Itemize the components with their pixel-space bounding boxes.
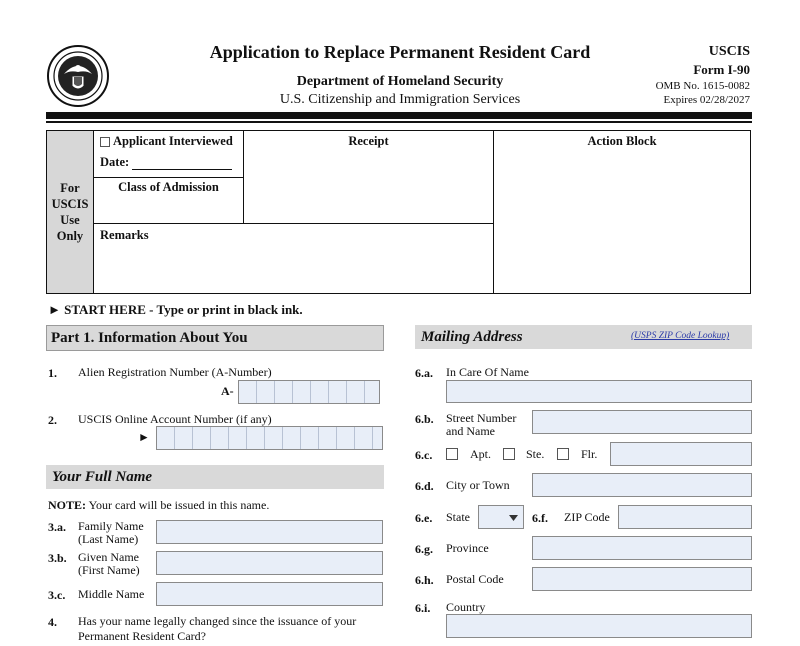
office-use-side-label: For USCIS Use Only [46, 130, 94, 294]
name-note: NOTE: Your card will be issued in this name. [48, 498, 270, 512]
street-name-field[interactable] [532, 410, 752, 434]
q1-number: 1. [48, 366, 57, 380]
form-title: Application to Replace Permanent Resident Card [209, 42, 591, 62]
date-line[interactable] [132, 157, 232, 170]
header-divider-thin [46, 121, 752, 123]
q1-label: Alien Registration Number (A-Number) [78, 365, 272, 379]
q3c-number: 3.c. [48, 588, 66, 602]
q6a-label: In Care Of Name [446, 365, 529, 379]
in-care-of-name-field[interactable] [446, 380, 752, 403]
ste-label: Ste. [526, 447, 545, 461]
header-divider [46, 112, 752, 119]
q2-label: USCIS Online Account Number (if any) [78, 412, 272, 426]
q6a-number: 6.a. [415, 366, 433, 380]
ste-checkbox[interactable] [503, 448, 515, 460]
uscis-label: USCIS [708, 44, 750, 59]
a-number-field[interactable] [238, 380, 380, 404]
action-block-cell [493, 130, 751, 294]
receipt-label: Receipt [348, 134, 389, 148]
uscis-account-number-field[interactable] [156, 426, 383, 450]
middle-name-field[interactable] [156, 582, 383, 606]
q3b-label: Given Name (First Name) [78, 550, 140, 577]
q6g-number: 6.g. [415, 542, 433, 556]
q3c-label: Middle Name [78, 587, 145, 601]
q6e-label: State [446, 510, 470, 524]
q3a-label: Family Name (Last Name) [78, 519, 144, 546]
start-here-instruction: ► START HERE - Type or print in black ink. [48, 302, 303, 317]
agency-name: U.S. Citizenship and Immigration Services [279, 92, 521, 107]
q6c-number: 6.c. [415, 448, 433, 462]
q6h-number: 6.h. [415, 573, 434, 587]
q4-number: 4. [48, 615, 57, 629]
date-label: Date: [100, 155, 130, 169]
q6f-number: 6.f. [532, 511, 548, 525]
usps-zip-lookup-link[interactable]: (USPS ZIP Code Lookup) [631, 331, 730, 341]
q6i-number: 6.i. [415, 601, 431, 615]
apt-ste-flr-number-field[interactable] [610, 442, 752, 466]
flr-label: Flr. [581, 447, 598, 461]
given-name-field[interactable] [156, 551, 383, 575]
apt-label: Apt. [470, 447, 491, 461]
q2-arrow-icon: ► [138, 430, 150, 444]
q6b-number: 6.b. [415, 412, 434, 426]
q6f-label: ZIP Code [564, 510, 610, 524]
q6e-number: 6.e. [415, 511, 433, 525]
remarks-label: Remarks [100, 228, 149, 242]
department-name: Department of Homeland Security [296, 74, 504, 89]
q1-prefix: A- [221, 384, 234, 398]
province-field[interactable] [532, 536, 752, 560]
q3a-number: 3.a. [48, 520, 66, 534]
q6b-label: Street Number and Name [446, 411, 517, 438]
postal-code-field[interactable] [532, 567, 752, 591]
action-block-label: Action Block [587, 134, 657, 148]
q6i-label: Country [446, 600, 486, 614]
dhs-seal-icon [46, 44, 110, 108]
mailing-address-heading: Mailing Address [415, 325, 752, 349]
q4-label: Has your name legally changed since the issuance of your Permanent Resident Card? [78, 614, 357, 643]
receipt-cell [243, 130, 494, 224]
q6d-label: City or Town [446, 478, 510, 492]
expiration-date: Expires 02/28/2027 [663, 94, 750, 106]
class-of-admission-cell [93, 177, 244, 224]
form-number: Form I-90 [693, 62, 750, 77]
apt-checkbox[interactable] [446, 448, 458, 460]
remarks-cell [93, 223, 494, 294]
part1-heading: Part 1. Information About You [46, 325, 384, 351]
q6h-label: Postal Code [446, 572, 504, 586]
applicant-interviewed-cell [93, 130, 244, 178]
state-select[interactable] [478, 505, 524, 529]
city-field[interactable] [532, 473, 752, 497]
zip-code-field[interactable] [618, 505, 752, 529]
chevron-down-icon [509, 515, 518, 521]
omb-number: OMB No. 1615-0082 [655, 80, 750, 92]
q6d-number: 6.d. [415, 479, 434, 493]
applicant-interviewed-checkbox[interactable] [100, 137, 110, 147]
class-of-admission-label: Class of Admission [118, 180, 219, 194]
q6g-label: Province [446, 541, 489, 555]
q3b-number: 3.b. [48, 551, 67, 565]
applicant-interviewed-label: Applicant Interviewed [113, 134, 233, 148]
flr-checkbox[interactable] [557, 448, 569, 460]
full-name-heading: Your Full Name [46, 465, 384, 489]
family-name-field[interactable] [156, 520, 383, 544]
country-field[interactable] [446, 614, 752, 638]
q2-number: 2. [48, 413, 57, 427]
